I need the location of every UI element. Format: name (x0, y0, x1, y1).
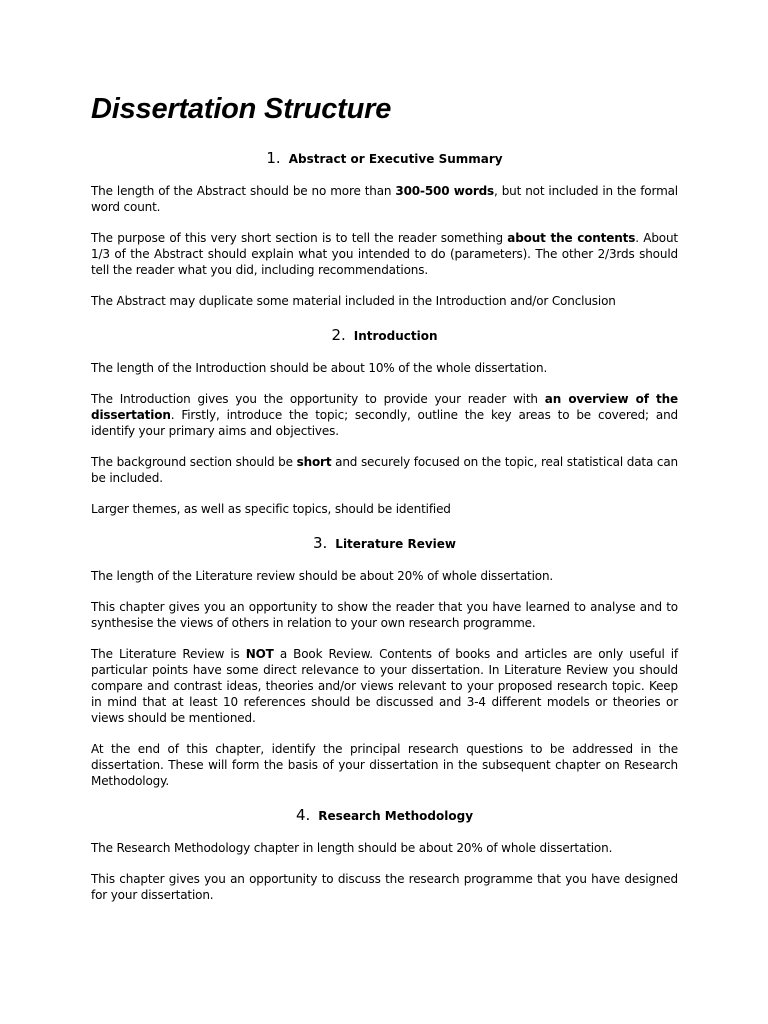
paragraph-text: The purpose of this very short section is to tell the reader something (91, 231, 508, 245)
paragraph (91, 840, 678, 856)
paragraph (91, 454, 678, 486)
section-heading (91, 804, 678, 826)
paragraph-text: The Abstract may duplicate some material included in the Introduction and/or Conclusion (91, 294, 616, 308)
paragraph (91, 646, 678, 726)
paragraph (91, 360, 678, 376)
paragraph (91, 871, 678, 903)
paragraph-text: The Introduction gives you the opportunity to provide your reader with (91, 392, 545, 406)
paragraph-text: The length of the Introduction should be about 10% of the whole dissertation. (91, 361, 548, 375)
section-title: Research Methodology (318, 809, 474, 823)
section-number: 2. (331, 326, 346, 344)
paragraph-text: The background section should be (91, 455, 297, 469)
paragraph (91, 293, 678, 309)
paragraph (91, 741, 678, 789)
paragraph-text: . About 1/3 of the Abstract should explain what you intended to do (parameters). The other 2/3rds should tell the reader what you did, including recommendations. (91, 231, 678, 277)
paragraph-text: a Book Review. Contents of books and articles are only useful if particular points have some direct relevance to your dissertation. In Literature Review you should compare and contrast ideas, theories and/or views relevant to your proposed research topic. Keep in mind that at least 10 references should be discussed and 3-4 different models or theories or views should be mentioned. (91, 647, 678, 725)
paragraph-text: This chapter gives you an opportunity to discuss the research programme that you have designed for your dissertation. (91, 872, 678, 902)
paragraph (91, 183, 678, 215)
section-heading (91, 532, 678, 554)
paragraph-text: , but not included in the formal word count. (91, 184, 678, 214)
section-number: 3. (312, 534, 328, 552)
paragraph-text: Larger themes, as well as specific topics, should be identified (91, 502, 451, 516)
section-title: Introduction (353, 329, 438, 343)
section-number: 4. (295, 806, 311, 824)
paragraph-emphasis: about the contents (507, 231, 636, 245)
paragraph-emphasis: an overview of the dissertation (91, 392, 678, 422)
paragraph (91, 599, 678, 631)
paragraph (91, 501, 678, 517)
paragraph-emphasis: NOT (245, 647, 274, 661)
paragraph-emphasis: 300-500 words (395, 184, 495, 198)
section-heading (91, 324, 678, 346)
paragraph (91, 391, 678, 439)
paragraph-text: The length of the Literature review should be about 20% of whole dissertation. (91, 569, 554, 583)
section-heading (91, 147, 678, 169)
paragraph (91, 230, 678, 278)
paragraph-text: The Literature Review is (91, 647, 246, 661)
document-title: Dissertation Structure (91, 93, 392, 125)
document-body (91, 147, 678, 918)
paragraph-text: and securely focused on the topic, real statistical data can be included. (91, 455, 678, 485)
paragraph-text: The Research Methodology chapter in length should be about 20% of whole dissertation. (91, 841, 613, 855)
paragraph-text: The length of the Abstract should be no more than (91, 184, 396, 198)
paragraph-text: At the end of this chapter, identify the principal research questions to be addressed in the dissertation. These will form the basis of your dissertation in the subsequent chapter on Research Methodology. (91, 742, 678, 788)
section-title: Literature Review (335, 537, 456, 551)
paragraph (91, 568, 678, 584)
paragraph-text: This chapter gives you an opportunity to show the reader that you have learned to analyse and to synthesise the views of others in relation to your own research programme. (91, 600, 678, 630)
section-number: 1. (266, 149, 281, 167)
paragraph-text: . Firstly, introduce the topic; secondly, outline the key areas to be covered; and identify your primary aims and objectives. (91, 408, 678, 438)
section-title: Abstract or Executive Summary (288, 152, 503, 166)
paragraph-emphasis: short (296, 455, 332, 469)
